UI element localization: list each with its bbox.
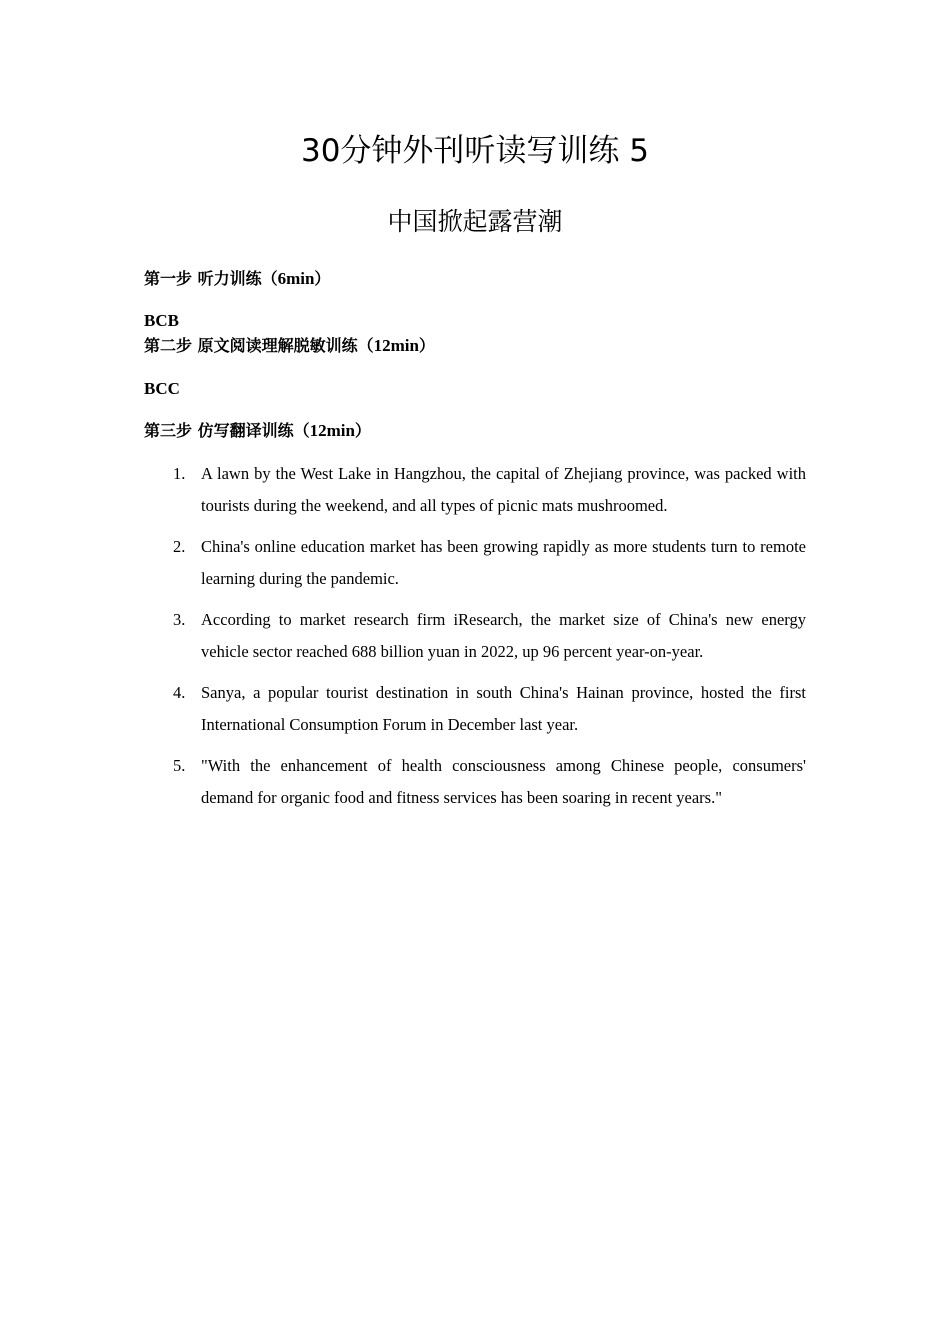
list-item-number: 5.	[173, 756, 186, 775]
step2-heading-end: ）	[418, 336, 435, 355]
step3-heading-zh: 第三步 仿写翻译训练（	[144, 421, 310, 440]
list-item-number: 1.	[173, 464, 186, 483]
step2-answer: BCC	[144, 379, 180, 398]
list-item-number: 3.	[173, 610, 186, 629]
list-item-text: Sanya, a popular tourist destination in south China's Hainan province, hosted the first International Consumption Forum in December last year.	[201, 683, 806, 734]
list-item-text: China's online education market has been growing rapidly as more students turn to remote learning during the pandemic.	[201, 537, 806, 588]
list-item	[144, 458, 806, 521]
step1-heading-zh: 第一步 听力训练（	[144, 269, 278, 288]
step3-heading-duration: 12min	[309, 421, 355, 440]
step1-heading-end: ）	[314, 269, 331, 288]
list-item	[144, 750, 806, 813]
list-item-text: "With the enhancement of health consciousness among Chinese people, consumers' demand for organic food and fitness services has been soaring in recent years."	[201, 756, 806, 807]
list-item	[144, 604, 806, 667]
list-item	[144, 531, 806, 594]
step1-heading-duration: 6min	[277, 269, 315, 288]
page-subtitle: 中国掀起露营潮	[387, 207, 563, 236]
step3-heading-end: ）	[354, 421, 371, 440]
step1-heading	[144, 268, 330, 290]
list-item-number: 4.	[173, 683, 186, 702]
translation-list	[144, 458, 806, 823]
step2-heading-duration: 12min	[373, 336, 419, 355]
list-item-text: According to market research firm iResearch, the market size of China's new energy vehicle sector reached 688 billion yuan in 2022, up 96 percent year-on-year.	[201, 610, 806, 661]
list-item-number: 2.	[173, 537, 186, 556]
list-item	[144, 677, 806, 740]
page-title: 30分钟外刊听读写训练 5	[300, 133, 650, 169]
list-item-text: A lawn by the West Lake in Hangzhou, the capital of Zhejiang province, was packed with tourists during the weekend, and all types of picnic mats mushroomed.	[201, 464, 806, 515]
step2-heading	[144, 335, 435, 357]
step2-heading-zh: 第二步 原文阅读理解脱敏训练（	[144, 336, 374, 355]
step1-answer: BCB	[144, 311, 179, 330]
step3-heading	[144, 420, 371, 442]
